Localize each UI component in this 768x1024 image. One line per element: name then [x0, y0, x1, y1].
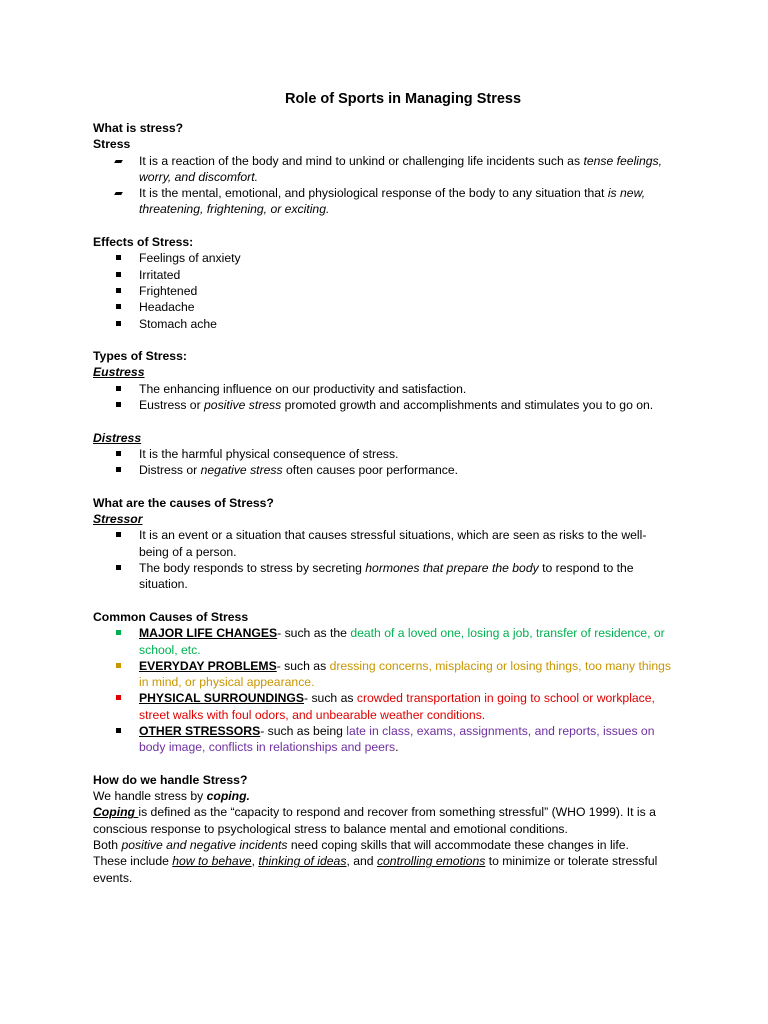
eustress-list [93, 381, 673, 414]
coping-intro: We handle stress by coping. [93, 789, 250, 804]
bullet-icon [116, 532, 121, 537]
eustress-label: Eustress [93, 365, 145, 380]
coping-skills-paragraph: These include how to behave, thinking of ideas, and controlling emotions to minimize or tolerate stressful events. [93, 854, 658, 885]
bullet-icon [116, 663, 121, 668]
bullet-icon [116, 255, 121, 260]
bullet-icon [116, 565, 121, 570]
common-causes-heading: Common Causes of Stress [93, 609, 249, 624]
list-item: Eustress or positive stress promoted growth and accomplishments and stimulates you to go on. [93, 397, 673, 413]
list-item: It is an event or a situation that causes stressful situations, which are seen as risks to the well-being of a person. [93, 527, 673, 560]
effects-list [93, 250, 673, 331]
stressor-label: Stressor [93, 512, 143, 527]
common-causes-list [93, 625, 673, 755]
bullet-icon [116, 288, 121, 293]
list-item: Irritated [93, 267, 673, 283]
bullet-icon [116, 695, 121, 700]
list-item: PHYSICAL SURROUNDINGS- such as crowded transportation in going to school or workplace, street walks with foul odors, and unbearable weather conditions. [93, 690, 673, 723]
distress-label: Distress [93, 430, 142, 445]
list-item: It is a reaction of the body and mind to unkind or challenging life incidents such as tense feelings, worry, and discomfort. [93, 153, 673, 186]
bullet-icon [114, 160, 123, 163]
bullet-icon [116, 467, 121, 472]
list-item: MAJOR LIFE CHANGES- such as the death of a loved one, losing a job, transfer of residence, or school, etc. [93, 625, 673, 658]
list-item: EVERYDAY PROBLEMS- such as dressing concerns, misplacing or losing things, too many things in mind, or physical appearance. [93, 658, 673, 691]
bullet-icon [116, 272, 121, 277]
handle-heading: How do we handle Stress? [93, 772, 248, 787]
list-item: It is the mental, emotional, and physiological response of the body to any situation that is new, threatening, frightening, or exciting. [93, 185, 673, 218]
bullet-icon [116, 630, 121, 635]
stressor-list [93, 527, 673, 592]
stress-subheading: Stress [93, 137, 131, 152]
effects-heading: Effects of Stress: [93, 235, 194, 250]
stress-definition-list [93, 153, 673, 218]
list-item: It is the harmful physical consequence of stress. [93, 446, 673, 462]
types-heading: Types of Stress: [93, 349, 187, 364]
document-body [93, 120, 673, 886]
bullet-icon [116, 728, 121, 733]
bullet-icon [114, 192, 123, 195]
list-item: Feelings of anxiety [93, 250, 673, 266]
list-item: OTHER STRESSORS- such as being late in class, exams, assignments, and reports, issues on body image, conflicts in relationships and peers. [93, 723, 673, 756]
what-is-stress-heading: What is stress? [93, 121, 184, 135]
bullet-icon [116, 304, 121, 309]
document-title: Role of Sports in Managing Stress [284, 91, 522, 107]
distress-list [93, 446, 673, 479]
bullet-icon [116, 402, 121, 407]
bullet-icon [116, 321, 121, 326]
list-item: Stomach ache [93, 316, 673, 332]
bullet-icon [116, 451, 121, 456]
list-item: The enhancing influence on our productivity and satisfaction. [93, 381, 673, 397]
bullet-icon [116, 386, 121, 391]
both-incidents-paragraph: Both positive and negative incidents need coping skills that will accommodate these changes in life. [93, 838, 629, 853]
list-item: The body responds to stress by secreting hormones that prepare the body to respond to the situation. [93, 560, 673, 593]
causes-heading: What are the causes of Stress? [93, 495, 274, 510]
coping-definition: Coping is defined as the “capacity to respond and recover from something stressful” (WHO 1999). It is a conscious response to psychological stress to balance mental and emotional conditions. [93, 805, 656, 836]
list-item: Distress or negative stress often causes poor performance. [93, 462, 673, 478]
list-item: Frightened [93, 283, 673, 299]
list-item: Headache [93, 299, 673, 315]
